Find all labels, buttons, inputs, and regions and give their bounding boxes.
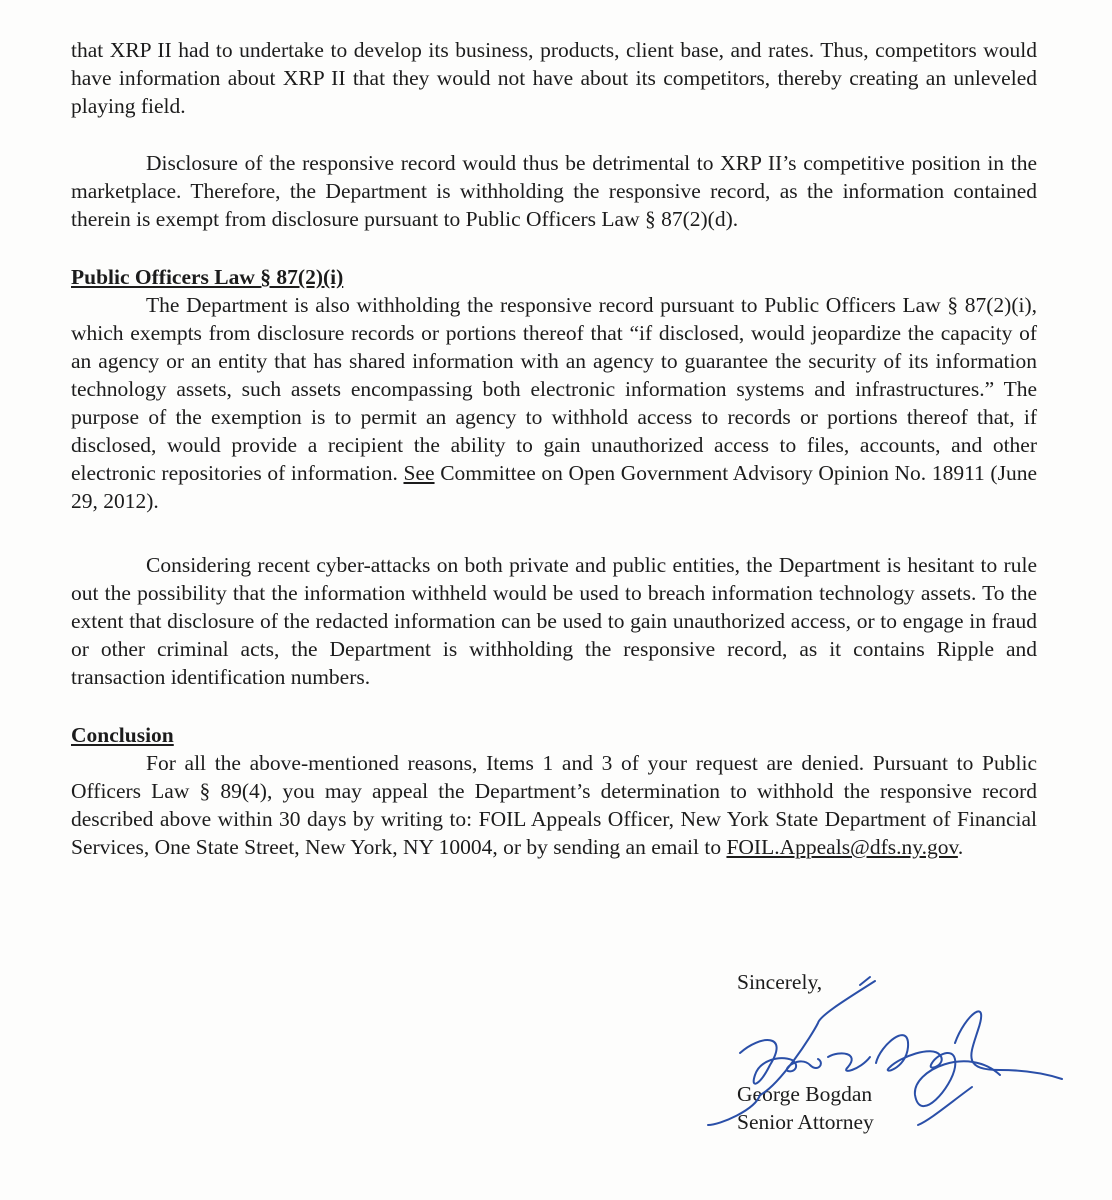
signer-name: George Bogdan xyxy=(737,1082,873,1106)
pol-body-text: The Department is also withholding the responsive record pursuant to Public Officers Law § 87(2)(i), which exempts from disclosure records or portions thereof that “if disclosed, would jeopardize the capacity of an agency or an entity that has shared information with an agency to guarantee the security of its information technology assets, such assets encompassing both electronic information systems and infrastructures.” The purpose of the exemption is to permit an agency to withhold access to records or portions thereof that, if disclosed, would provide a recipient the ability to gain unauthorized access to files, accounts, and other electronic repositories of information. xyxy=(71,293,1037,485)
conclusion-text: For all the above-mentioned reasons, Items 1 and 3 of your request are denied. Pursuant to Public Officers Law § 89(4), you may appeal the Department’s determination to withhold the responsive record described above within 30 days by writing to: FOIL Appeals Officer, New York State Department of Financial Services, One State Street, New York, NY 10004, or by sending an email to xyxy=(71,751,1037,859)
pol-citation-text: Committee on Open Government Advisory Opinion No. 18911 (June 29, 2012). xyxy=(71,461,1037,513)
paragraph-disclosure: Disclosure of the responsive record would thus be detrimental to XRP II’s competitive position in the marketplace. Therefore, the Department is withholding the responsive record, as the information contained therein is exempt from disclosure pursuant to Public Officers Law § 87(2)(d). xyxy=(71,151,1037,231)
paragraph-competitors: that XRP II had to undertake to develop its business, products, client base, and rates. Thus, competitors would have information about XRP II that they would not have about its competitors, thereby creating an unleveled playing field. xyxy=(71,38,1037,118)
appeal-email-link[interactable]: FOIL.Appeals@dfs.ny.gov xyxy=(726,835,958,859)
paragraph-conclusion: For all the above-mentioned reasons, Items 1 and 3 of your request are denied. Pursuant to Public Officers Law § 89(4), you may appeal the Department’s determination to withhold the responsive record described above within 30 days by writing to: FOIL Appeals Officer, New York State Department of Financial Services, One State Street, New York, NY 10004, or by sending an email to FOIL.Appeals@dfs.ny.gov. xyxy=(71,751,1037,859)
handwritten-signature xyxy=(700,975,1070,1135)
letter-body xyxy=(71,36,1037,861)
signature-strokes xyxy=(708,977,1062,1125)
signer-title: Senior Attorney xyxy=(737,1110,874,1134)
paragraph-public-officers-law xyxy=(71,291,1037,515)
see-citation-signal: See xyxy=(403,461,435,485)
closing-salutation: Sincerely, xyxy=(737,970,823,994)
section-heading-conclusion: Conclusion xyxy=(71,723,174,747)
section-heading-public-officers-law: Public Officers Law § 87(2)(i) xyxy=(71,265,344,289)
paragraph-cyber-attacks: Considering recent cyber-attacks on both private and public entities, the Department is hesitant to rule out the possibility that the information withheld would be used to breach information technology assets. To the extent that disclosure of the redacted information can be used to gain unauthorized access, or to engage in fraud or other criminal acts, the Department is withholding the responsive record, as it contains Ripple and transaction identification numbers. xyxy=(71,553,1037,689)
